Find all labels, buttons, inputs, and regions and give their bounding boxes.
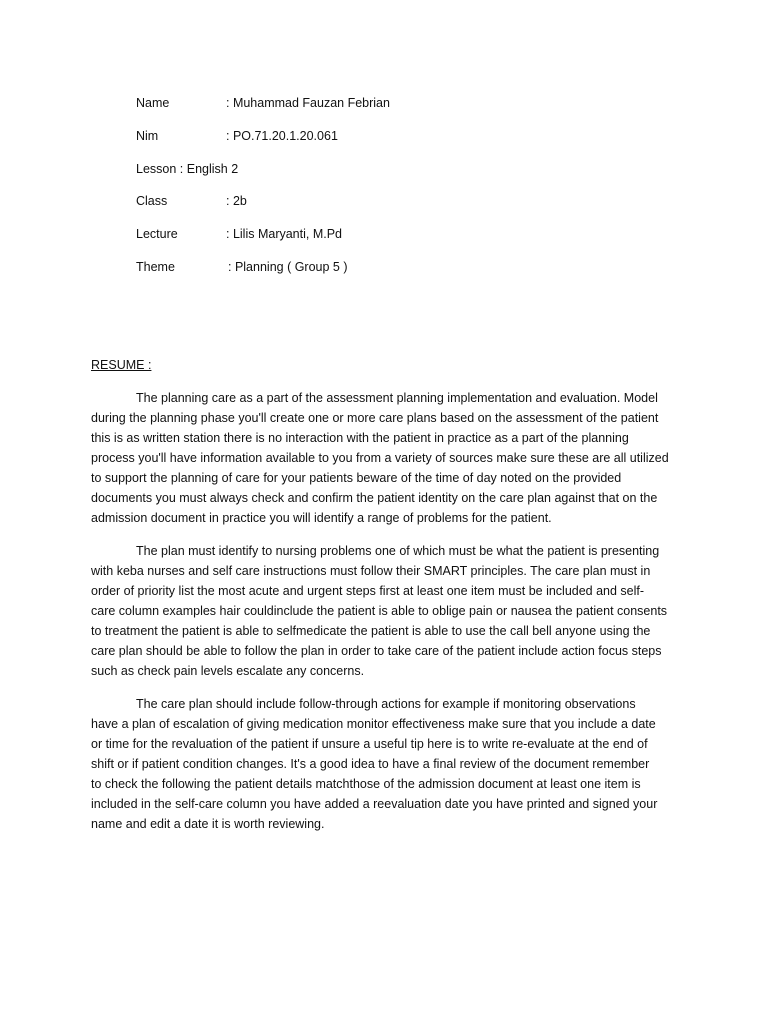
paragraph-line: process you'll have information available to you from a variety of sources make sure these are all utilized <box>91 451 669 465</box>
lecture-row <box>136 226 343 242</box>
class-label: Class <box>136 194 168 208</box>
resume-paragraph-2 <box>91 541 677 681</box>
resume-heading: RESUME : <box>91 358 152 372</box>
paragraph-line: The plan must identify to nursing problems one of which must be what the patient is presenting <box>136 544 660 558</box>
lesson-label: Lesson : English 2 <box>136 162 239 176</box>
nim-row <box>136 128 338 144</box>
paragraph-line: to check the following the patient details matchthose of the admission document at least one item is <box>91 777 641 791</box>
paragraph-line: such as check pain levels escalate any concerns. <box>91 664 365 678</box>
paragraph-line: admission document in practice you will identify a range of problems for the patient. <box>91 511 552 525</box>
lesson-row <box>136 161 238 177</box>
lecture-label: Lecture <box>136 227 178 241</box>
paragraph-line: name and edit a date it is worth reviewing. <box>91 817 325 831</box>
paragraph-line: documents you must always check and confirm the patient identity on the care plan against that on the <box>91 491 658 505</box>
paragraph-line: The planning care as a part of the assessment planning implementation and evaluation. Model <box>136 391 658 405</box>
paragraph-line: care plan should be able to follow the plan in order to take care of the patient include action focus steps <box>91 644 662 658</box>
paragraph-line: to treatment the patient is able to selfmedicate the patient is able to use the call bell anyone using the <box>91 624 651 638</box>
resume-paragraph-3 <box>91 694 677 834</box>
paragraph-line: included in the self-care column you have added a reevaluation date you have printed and signed your <box>91 797 658 811</box>
paragraph-line: order of priority list the most acute and urgent steps first at least one item must be included and self- <box>91 584 645 598</box>
theme-label: Theme <box>136 260 175 274</box>
class-row <box>136 193 247 209</box>
lecture-value: : Lilis Maryanti, M.Pd <box>226 227 343 241</box>
paragraph-line: have a plan of escalation of giving medication monitor effectiveness make sure that you include a date <box>91 717 656 731</box>
resume-paragraph-1 <box>91 388 677 528</box>
paragraph-line: with keba nurses and self care instructions must follow their SMART principles. The care plan must in <box>91 564 651 578</box>
nim-label: Nim <box>136 129 159 143</box>
name-value: : Muhammad Fauzan Febrian <box>226 96 390 110</box>
class-value: : 2b <box>226 194 247 208</box>
paragraph-line: shift or if patient condition changes. It's a good idea to have a final review of the document remember <box>91 757 650 771</box>
theme-value: : Planning ( Group 5 ) <box>228 260 348 274</box>
name-row <box>136 95 390 111</box>
paragraph-line: during the planning phase you'll create one or more care plans based on the assessment of the patient <box>91 411 659 425</box>
nim-value: : PO.71.20.1.20.061 <box>226 129 338 143</box>
paragraph-line: to support the planning of care for your patients beware of the time of day noted on the provided <box>91 471 622 485</box>
theme-row <box>136 259 348 275</box>
name-label: Name <box>136 96 170 110</box>
paragraph-line: or time for the revaluation of the patient if unsure a useful tip here is to write re-evaluate at the end of <box>91 737 648 751</box>
paragraph-line: The care plan should include follow-through actions for example if monitoring observations <box>136 697 636 711</box>
paragraph-line: this is as written station there is no interaction with the patient in practice as a part of the planning <box>91 431 629 445</box>
paragraph-line: care column examples hair couldinclude the patient is able to oblige pain or nausea the patient consents <box>91 604 668 618</box>
